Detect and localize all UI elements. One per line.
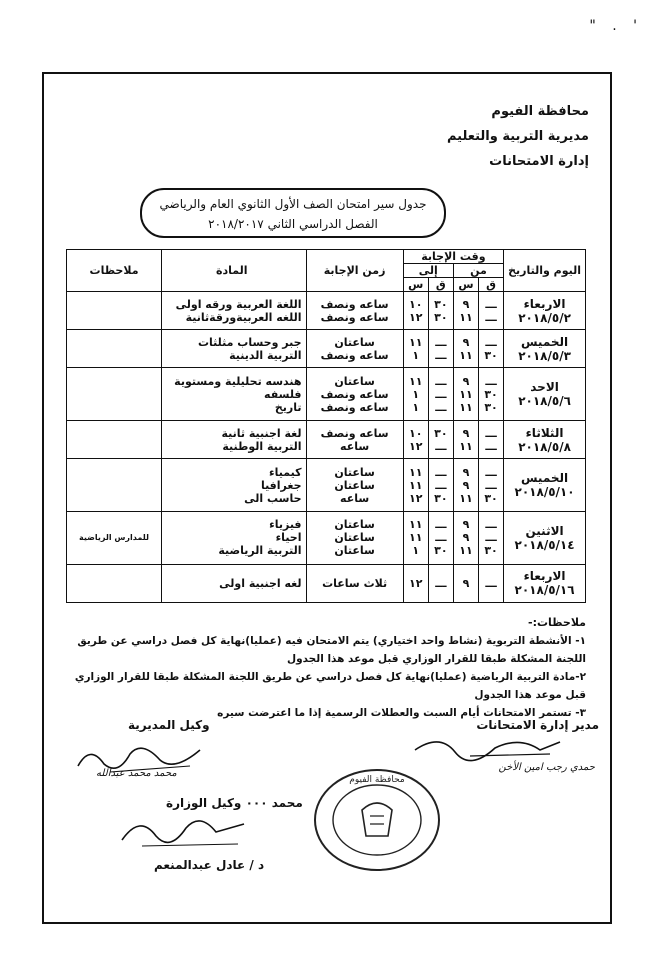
to-minute-cell — [428, 512, 453, 565]
to-hour: ١٢ — [409, 491, 423, 505]
from-hour: ٩ — [462, 465, 470, 479]
duration-value: ساعتان — [334, 544, 375, 558]
header-notes: ملاحظات — [67, 250, 162, 292]
to-hour: ١٢ — [409, 310, 423, 324]
from-minute: ـــ — [485, 439, 497, 453]
to-minute: ـــ — [435, 400, 447, 414]
from-minute: ٣٠ — [484, 491, 498, 505]
duration-value: ساعه — [340, 439, 370, 453]
from-minute-cell — [479, 421, 504, 459]
to-minute: ـــ — [435, 518, 447, 532]
from-hour: ٩ — [462, 374, 470, 388]
schedule-row — [67, 459, 586, 512]
from-hour: ٩ — [462, 478, 470, 492]
to-hour: ١١ — [409, 335, 423, 349]
to-minute-cell — [428, 421, 453, 459]
to-minute-cell — [428, 330, 453, 368]
header-duration: زمن الإجابة — [306, 250, 403, 292]
to-minute-cell — [428, 459, 453, 512]
governorate-label: محافظة الفيوم — [491, 104, 589, 119]
to-hour: ١١ — [409, 478, 423, 492]
day-name: الاربعاء — [523, 296, 566, 311]
subject-name: احياء — [275, 531, 302, 545]
duration-value: ساعتان — [334, 465, 375, 479]
from-hour: ١١ — [459, 544, 473, 558]
schedule-title — [140, 188, 446, 238]
schedule-row — [67, 512, 586, 565]
subject-name: تاريخ — [274, 400, 302, 414]
exam-date: ٢٠١٨/٥/٨ — [518, 439, 571, 454]
day-name: الثلاثاء — [525, 425, 564, 440]
from-hour: ١١ — [459, 310, 473, 324]
day-date-cell — [504, 421, 586, 459]
to-hour: ١٠ — [409, 426, 423, 440]
duration-value: ساعه ونصف — [320, 348, 389, 362]
to-hour-cell — [403, 459, 428, 512]
subject-name: جبر وحساب مثلثات — [197, 335, 302, 349]
from-minute: ـــ — [485, 374, 497, 388]
from-hour: ٩ — [462, 518, 470, 532]
subject-name: لغة اجنبية ثانية — [221, 426, 302, 440]
duration-cell — [306, 292, 403, 330]
from-minute-cell — [479, 459, 504, 512]
to-hour: ١١ — [409, 531, 423, 545]
to-minute: ٣٠ — [434, 297, 448, 311]
subject-name: التربية الدينية — [229, 348, 302, 362]
notes-cell — [67, 421, 162, 459]
duration-value: ساعتان — [334, 335, 375, 349]
subject-name: لغه اجنبية اولى — [219, 576, 302, 590]
duration-cell — [306, 368, 403, 421]
deputy-ministry-name: د / عادل عبدالمنعم — [154, 858, 265, 872]
from-hour: ٩ — [462, 297, 470, 311]
header-subject: المادة — [162, 250, 306, 292]
to-hour: ١٢ — [409, 576, 423, 590]
schedule-body — [67, 292, 586, 603]
exam-date: ٢٠١٨/٥/٣ — [518, 348, 571, 363]
to-hour: ١٠ — [409, 297, 423, 311]
deputy-directorate-title: وكيل المديرية — [128, 718, 210, 732]
exam-date: ٢٠١٨/٥/١٠ — [514, 485, 575, 500]
duration-cell — [306, 421, 403, 459]
schedule-row — [67, 564, 586, 602]
notes-section — [66, 614, 586, 722]
from-hour: ١١ — [459, 387, 473, 401]
subject-cell — [162, 330, 306, 368]
header-to-q: ق — [428, 278, 453, 292]
from-minute: ٣٠ — [484, 544, 498, 558]
duration-cell — [306, 459, 403, 512]
to-minute: ـــ — [435, 387, 447, 401]
to-hour-cell — [403, 512, 428, 565]
header-from-s: س — [453, 278, 478, 292]
subject-name: التربية الوطنية — [222, 439, 302, 453]
deputy-ministry-signature-mark — [112, 806, 252, 856]
from-minute: ـــ — [485, 576, 497, 590]
note-item-3: ٣- تستمر الامتحانات أيام السبت والعطلات الرسمية إذا ما اعترضت سيره — [217, 707, 586, 719]
subject-cell — [162, 459, 306, 512]
duration-value: ساعه ونصف — [320, 310, 389, 324]
to-hour: ١١ — [409, 374, 423, 388]
official-stamp — [312, 766, 442, 874]
to-hour: ١ — [412, 544, 420, 558]
day-date-cell — [504, 330, 586, 368]
day-name: الخميس — [520, 334, 569, 349]
from-minute: ـــ — [485, 297, 497, 311]
to-minute-cell — [428, 292, 453, 330]
day-date-cell — [504, 459, 586, 512]
subject-cell — [162, 512, 306, 565]
department-label: إدارة الامتحانات — [489, 154, 589, 169]
notes-cell — [67, 459, 162, 512]
header-to-s: س — [403, 278, 428, 292]
subject-cell — [162, 564, 306, 602]
day-date-cell — [504, 564, 586, 602]
subject-cell — [162, 368, 306, 421]
duration-value: ساعتان — [334, 478, 375, 492]
to-minute: ـــ — [435, 531, 447, 545]
subject-name: اللغه العربيةورقةثانية — [185, 310, 302, 324]
to-hour-cell — [403, 330, 428, 368]
notes-cell — [67, 564, 162, 602]
from-hour-cell — [453, 459, 478, 512]
to-minute: ٣٠ — [434, 544, 448, 558]
exam-date: ٢٠١٨/٥/١٤ — [514, 537, 575, 552]
title-line-1: جدول سير امتحان الصف الأول الثانوي العام والرياضي — [159, 197, 427, 211]
header-day-date: اليوم والتاريخ — [504, 250, 586, 292]
day-date-cell — [504, 512, 586, 565]
to-minute: ـــ — [435, 374, 447, 388]
from-hour-cell — [453, 512, 478, 565]
from-minute-cell — [479, 292, 504, 330]
exam-date: ٢٠١٨/٥/٢ — [518, 310, 571, 325]
from-minute: ـــ — [485, 426, 497, 440]
to-hour: ١ — [412, 348, 420, 362]
to-minute-cell — [428, 564, 453, 602]
schedule-row — [67, 368, 586, 421]
from-minute-cell — [479, 368, 504, 421]
subject-name: التربية الرياضية — [218, 544, 302, 558]
from-minute: ـــ — [485, 310, 497, 324]
notes-cell — [67, 292, 162, 330]
subject-name: اللغة العربية ورقه اولى — [175, 297, 302, 311]
from-minute-cell — [479, 564, 504, 602]
to-minute: ـــ — [435, 439, 447, 453]
to-minute: ٣٠ — [434, 310, 448, 324]
exam-date: ٢٠١٨/٥/٦ — [518, 394, 571, 409]
to-hour: ١ — [412, 387, 420, 401]
from-minute-cell — [479, 330, 504, 368]
duration-value: ساعه ونصف — [320, 400, 389, 414]
from-hour-cell — [453, 292, 478, 330]
to-hour-cell — [403, 292, 428, 330]
schedule-row — [67, 292, 586, 330]
subject-name: جغرافيا — [260, 478, 302, 492]
to-minute: ـــ — [435, 465, 447, 479]
exam-date: ٢٠١٨/٥/١٦ — [514, 583, 575, 598]
duration-value: ساعتان — [334, 374, 375, 388]
note-item-2: ٢-مادة التربية الرياضية (عمليا)نهاية كل فصل دراسي عن طريق اللجنة المشكلة طبقا للقرار الوزاري قبل موعد هذا الجدول — [74, 671, 586, 701]
to-hour-cell — [403, 368, 428, 421]
duration-value: ساعه — [340, 491, 370, 505]
from-minute: ـــ — [485, 335, 497, 349]
notes-cell — [67, 512, 162, 565]
to-minute: ـــ — [435, 576, 447, 590]
from-hour: ١١ — [459, 491, 473, 505]
duration-value: ساعتان — [334, 531, 375, 545]
from-minute: ٣٠ — [484, 348, 498, 362]
to-hour: ١ — [412, 400, 420, 414]
duration-value: ساعه ونصف — [320, 426, 389, 440]
from-hour-cell — [453, 564, 478, 602]
day-name: الاحد — [530, 380, 559, 395]
deputy-ministry-title: محمد ٠٠٠ وكيل الوزارة — [166, 796, 303, 810]
from-minute: ـــ — [485, 531, 497, 545]
duration-value: ساعه ونصف — [320, 387, 389, 401]
to-hour-cell — [403, 421, 428, 459]
subject-name: حاسب الى — [244, 491, 302, 505]
to-hour-cell — [403, 564, 428, 602]
schedule-row — [67, 421, 586, 459]
day-date-cell — [504, 292, 586, 330]
to-minute: ـــ — [435, 348, 447, 362]
from-minute-cell — [479, 512, 504, 565]
exam-manager-name: حمدي رجب امين الأخن — [498, 762, 595, 773]
from-minute: ٣٠ — [484, 400, 498, 414]
subject-name: فيزياء — [269, 518, 302, 532]
from-hour: ٩ — [462, 335, 470, 349]
to-hour: ١١ — [409, 465, 423, 479]
from-hour-cell — [453, 330, 478, 368]
document-header — [447, 104, 589, 179]
exam-schedule-table — [66, 249, 586, 603]
header-from: من — [453, 264, 503, 278]
row-note: للمدارس الرياضية — [79, 533, 150, 543]
from-hour: ٩ — [462, 531, 470, 545]
deputy-directorate-name: محمد محمد عبدالله — [96, 768, 177, 779]
from-hour: ١١ — [459, 348, 473, 362]
day-name: الخميس — [520, 471, 569, 486]
to-hour: ١١ — [409, 518, 423, 532]
exam-manager-title: مدير إدارة الامتحانات — [476, 718, 599, 732]
duration-cell — [306, 512, 403, 565]
notes-cell — [67, 368, 162, 421]
to-minute: ٣٠ — [434, 426, 448, 440]
from-hour: ٩ — [462, 576, 470, 590]
duration-value: ساعه ونصف — [320, 297, 389, 311]
header-from-q: ق — [479, 278, 504, 292]
subject-name: كيمياء — [269, 465, 302, 479]
from-minute: ـــ — [485, 478, 497, 492]
day-name: الاثنين — [525, 523, 564, 538]
notes-heading: ملاحظات:- — [528, 616, 586, 629]
subject-name: فلسفه — [264, 387, 302, 401]
from-hour: ١١ — [459, 439, 473, 453]
to-minute-cell — [428, 368, 453, 421]
from-hour-cell — [453, 368, 478, 421]
from-minute: ـــ — [485, 518, 497, 532]
duration-cell — [306, 330, 403, 368]
subject-cell — [162, 421, 306, 459]
directorate-label: مديرية التربية والتعليم — [446, 129, 589, 144]
to-hour: ١٢ — [409, 439, 423, 453]
notes-cell — [67, 330, 162, 368]
stamp-text: محافظة الفيوم — [349, 775, 405, 785]
schedule-row — [67, 330, 586, 368]
to-minute: ـــ — [435, 478, 447, 492]
duration-cell — [306, 564, 403, 602]
title-line-2: الفصل الدراسي الثاني ٢٠١٨/٢٠١٧ — [208, 217, 378, 231]
duration-value: ثلاث ساعات — [322, 576, 388, 590]
to-minute: ٣٠ — [434, 491, 448, 505]
from-minute: ـــ — [485, 465, 497, 479]
day-date-cell — [504, 368, 586, 421]
header-answer-time: وقت الإجابة — [403, 250, 503, 264]
from-hour-cell — [453, 421, 478, 459]
from-hour: ٩ — [462, 426, 470, 440]
duration-value: ساعتان — [334, 518, 375, 532]
from-hour: ١١ — [459, 400, 473, 414]
subject-name: هندسه تحليلية ومستوية — [174, 374, 302, 388]
note-item-1: ١- الأنشطة التربوية (نشاط واحد اختياري) يتم الامتحان فيه (عمليا)نهاية كل فصل دراسي عن طريق اللجنة المشكلة طبقا للقرار الوزاري قبل موعد هذا الجدول — [77, 635, 586, 665]
page-corner-marks: " . ' — [589, 18, 643, 34]
subject-cell — [162, 292, 306, 330]
header-to: إلى — [403, 264, 453, 278]
day-name: الاربعاء — [523, 569, 566, 584]
from-minute: ٣٠ — [484, 387, 498, 401]
to-minute: ـــ — [435, 335, 447, 349]
